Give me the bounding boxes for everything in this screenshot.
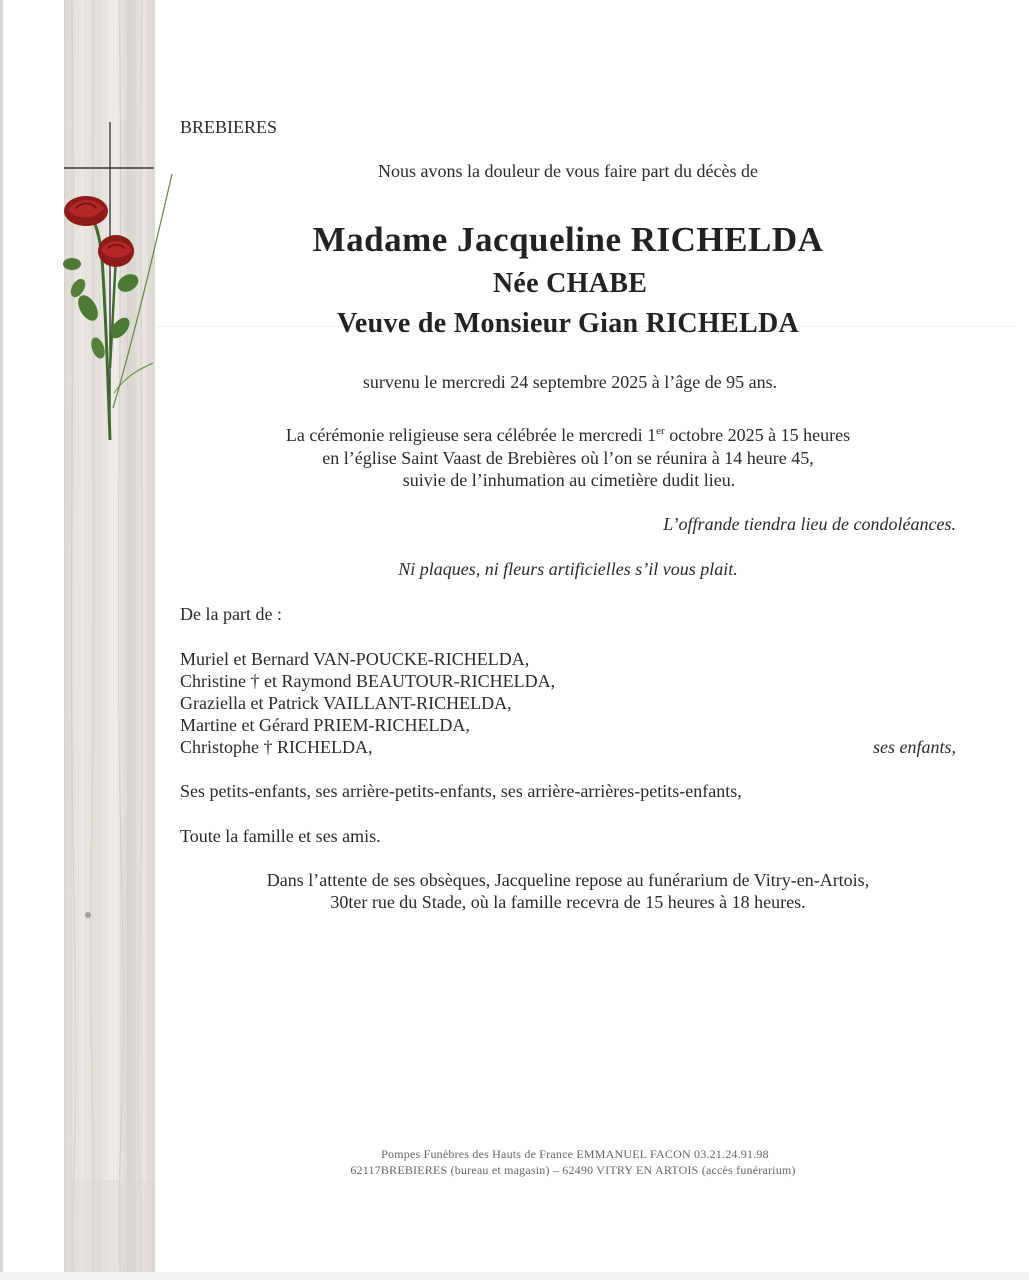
children-label: ses enfants,: [873, 737, 956, 757]
ceremony-line-1: [286, 424, 850, 446]
child-2: Christine † et Raymond BEAUTOUR-RICHELDA,: [180, 671, 556, 691]
child-5: Christophe † RICHELDA,: [180, 737, 373, 757]
ceremony-text-b: octobre 2025 à 15 heures: [664, 425, 851, 445]
family-friends-line: Toute la famille et ses amis.: [180, 826, 381, 846]
grandchildren-line: Ses petits-enfants, ses arrière-petits-enfants, ses arrière-arrières-petits-enfants,: [180, 781, 742, 801]
intro-text: Nous avons la douleur de vous faire part du décès de: [378, 161, 758, 181]
child-4: Martine et Gérard PRIEM-RICHELDA,: [180, 715, 470, 735]
child-1: Muriel et Bernard VAN-POUCKE-RICHELDA,: [180, 649, 530, 669]
footer-address: 62117BREBIERES (bureau et magasin) – 62490 VITRY EN ARTOIS (accès funérarium): [350, 1163, 796, 1177]
ceremony-line-2: en l’église Saint Vaast de Brebières où l’on se réunira à 14 heure 45,: [322, 448, 814, 468]
footer-company: Pompes Funèbres des Hauts de France EMMANUEL FACON 03.21.24.91.98: [381, 1147, 769, 1161]
offering-note: L’offrande tiendra lieu de condoléances.: [663, 514, 956, 534]
widow-of: Veuve de Monsieur Gian RICHELDA: [336, 308, 800, 339]
cross-with-roses-icon: [58, 118, 178, 448]
viewing-line-2: 30ter rue du Stade, où la famille recevra de 15 heures à 18 heures.: [330, 892, 806, 912]
town-name: BREBIERES: [180, 117, 278, 137]
deceased-name: Madame Jacqueline RICHELDA: [312, 220, 824, 259]
ceremony-superscript: er: [656, 425, 665, 437]
viewing-line-1: Dans l’attente de ses obsèques, Jacqueline repose au funérarium de Vitry-en-Artois,: [266, 870, 870, 890]
family-intro: De la part de :: [180, 604, 282, 624]
page-bottom-edge: [0, 1272, 1029, 1280]
ceremony-line-3: suivie de l’inhumation au cimetière dudit lieu.: [402, 470, 736, 490]
child-3: Graziella et Patrick VAILLANT-RICHELDA,: [180, 693, 512, 713]
maiden-name: Née CHABE: [492, 268, 648, 299]
no-plaques-note: Ni plaques, ni fleurs artificielles s’il vous plait.: [398, 559, 738, 579]
page-edge: [0, 0, 3, 1280]
ceremony-text-a: La cérémonie religieuse sera célébrée le mercredi 1: [285, 425, 657, 445]
death-info: survenu le mercredi 24 septembre 2025 à l’âge de 95 ans.: [362, 372, 778, 392]
